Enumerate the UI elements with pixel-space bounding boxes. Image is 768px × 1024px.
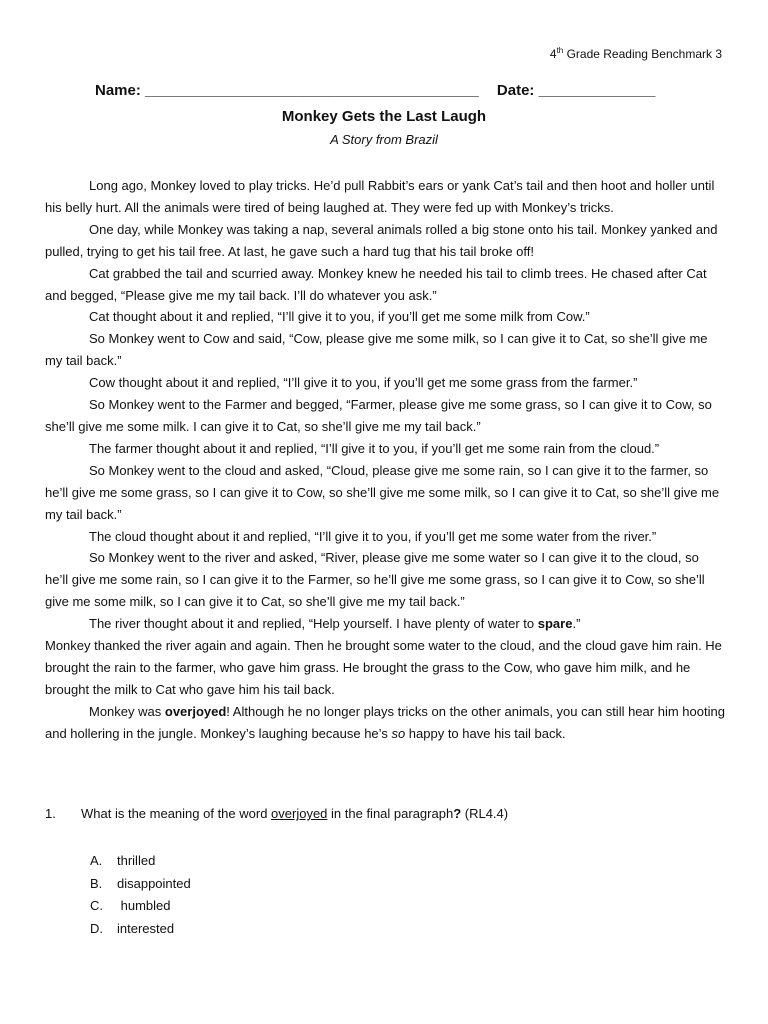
answer-option[interactable] [90,873,191,896]
story-paragraph: Monkey thanked the river again and again. Then he brought some water to the cloud, and the cloud gave him rain. He brought the rain to the farmer, who gave him grass. He brought the grass to the Cow, who gave him milk, and he brought the milk to Cat who gave him his tail back. [45,638,722,697]
paragraph-text: ! Although he no longer plays tricks on the other animals, you can still hear him hooting and hollering in the jungle. Monkey’s laughing because he’s [45,703,725,741]
paragraph-text: The river thought about it and replied, “Help yourself. I have plenty of water to [89,616,538,632]
story-paragraph: So Monkey went to Cow and said, “Cow, please give me some milk, so I can give it to Cat, so she’ll give me my tail back.” [45,331,708,369]
story-paragraph: Long ago, Monkey loved to play tricks. He’d pull Rabbit’s ears or yank Cat’s tail and then hoot and holler until his belly hurt. All the animals were tired of being laughed at. They were fed up with Monkey’s tricks. [45,178,715,215]
option-letter: D. [90,920,103,936]
paragraph-text: happy to have his tail back. [405,725,566,741]
story-paragraph: So Monkey went to the river and asked, “River, please give me some water so I can give it to the cloud, so he’ll give me some rain, so I can give it to the Farmer, so he’ll give me some grass, so I can give it to Cow, so she’ll give me some milk, so I can give it to Cat, so she’ll give me my tail back.” [45,550,705,610]
story-paragraph: The farmer thought about it and replied, “I’ll give it to you, if you’ll get me some rain from the cloud.” [89,440,660,456]
option-text: interested [117,920,175,936]
question-mark: ? [453,806,462,821]
story-body [45,175,725,745]
story-paragraph [45,701,725,745]
option-text: humbled [117,898,171,913]
grade-number: 4 [549,47,557,61]
name-label: Name: [95,82,141,99]
story-paragraph: So Monkey went to the Farmer and begged, “Farmer, please give me some grass, so I can give it to Cow, so she’ll give me some milk. I can give it to Cat, so she’ll give me my tail back.” [45,397,712,434]
benchmark-header [550,46,722,61]
option-letter: A. [90,853,103,868]
name-blank[interactable]: ________________________________________ [145,82,479,99]
story-paragraph: Cat thought about it and replied, “I’ll give it to you, if you’ll get me some milk from Cow.” [89,309,590,325]
story-title: Monkey Gets the Last Laugh [281,108,487,125]
answer-option[interactable] [90,895,191,918]
option-letter: B. [90,875,103,891]
option-text: disappointed [117,875,191,891]
answer-option[interactable] [90,850,191,873]
paragraph-text: .” [572,616,581,632]
question-text: What is the meaning of the word [81,806,272,821]
story-paragraph: The cloud thought about it and replied, “I’ll give it to you, if you’ll get me some water from the river.” [89,528,657,544]
story-paragraph: Cat grabbed the tail and scurried away. Monkey knew he needed his tail to climb trees. He chased after Cat and begged, “Please give me my tail back. I’ll do whatever you ask.” [45,265,707,303]
story-paragraph: So Monkey went to the cloud and asked, “Cloud, please give me some rain, so I can give it to the farmer, so he’ll give me some grass, so I can give it to Cow, so she’ll give me some milk, so I can give it to Cat, so she’ll give me my tail back.” [45,462,720,522]
paragraph-text: Monkey was [89,703,165,719]
option-letter: C. [90,898,103,913]
story-subtitle: A Story from Brazil [330,132,438,147]
question-number: 1. [45,806,56,821]
date-label: Date: [496,82,535,99]
question-1 [45,806,725,821]
date-blank[interactable]: ______________ [538,82,656,99]
option-text: thrilled [117,853,156,868]
answer-option[interactable] [90,918,191,941]
vocab-word-spare: spare [537,616,573,632]
story-paragraph: Cow thought about it and replied, “I’ll give it to you, if you’ll get me some grass from the farmer.” [89,375,638,391]
question-standard: (RL4.4) [461,806,509,821]
emphasis-word: so [391,725,406,741]
name-date-line [95,82,655,99]
grade-suffix: th [556,46,564,55]
question-text: in the final paragraph [327,806,454,821]
answer-options [90,850,191,940]
story-paragraph: One day, while Monkey was taking a nap, several animals rolled a big stone onto his tail. Monkey yanked and pulled, trying to get his tail free. At last, he gave such a hard tug that his tail broke off! [45,221,718,259]
question-target-word: overjoyed [271,806,328,821]
story-paragraph [45,613,725,635]
vocab-word-overjoyed: overjoyed [164,703,227,719]
benchmark-label: Grade Reading Benchmark 3 [566,47,722,61]
